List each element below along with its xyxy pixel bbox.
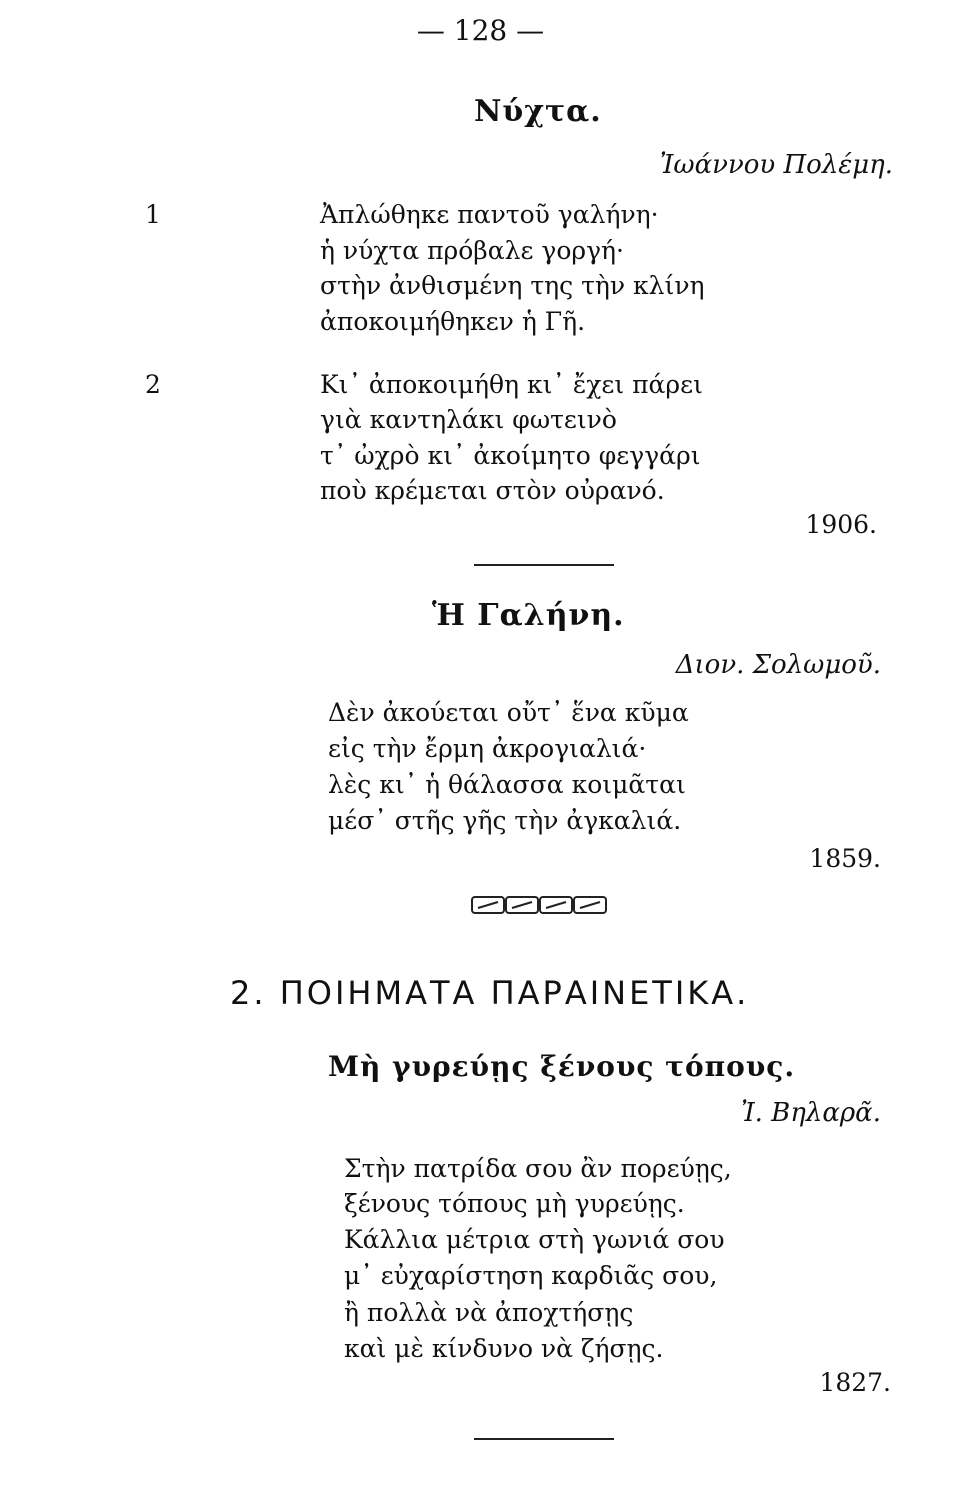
poem-line: λὲς κι᾿ ἡ θάλασσα κοιμᾶται xyxy=(328,770,686,799)
ornament-divider-icon xyxy=(470,894,610,916)
poem-author: Διον. Σολωμοῦ. xyxy=(675,650,881,680)
poem-line: στὴν ἀνθισμένη της τὴν κλίνη xyxy=(320,271,705,300)
separator-rule xyxy=(474,1438,614,1440)
stanza-number: 2 xyxy=(145,370,161,399)
poem-title: Μὴ γυρεύῃς ξένους τόπους. xyxy=(328,1050,796,1083)
poem-line: ἢ πολλὰ νὰ ἀποχτήσῃς xyxy=(344,1298,634,1327)
poem-line: Ἀπλώθηκε παντοῦ γαλήνη· xyxy=(320,200,659,229)
poem-line: Δὲν ἀκούεται οὔτ᾿ ἕνα κῦμα xyxy=(328,698,689,727)
poem-line: μέσ᾿ στῆς γῆς τὴν ἀγκαλιά. xyxy=(328,806,682,835)
poem-line: Κι᾿ ἀποκοιμήθη κι᾿ ἔχει πάρει xyxy=(320,370,703,399)
separator-rule xyxy=(474,564,614,566)
section-heading: 2. ΠΟΙΗΜΑΤΑ ΠΑΡΑΙΝΕΤΙΚΑ. xyxy=(230,974,750,1012)
poem-line: μ᾿ εὐχαρίστηση καρδιᾶς σου, xyxy=(344,1261,718,1290)
poem-year: 1827. xyxy=(819,1368,891,1397)
poem-line: ξένους τόπους μὴ γυρεύῃς. xyxy=(344,1189,685,1218)
poem-line: εἰς τὴν ἔρμη ἀκρογιαλιά· xyxy=(328,734,647,763)
page-number: — 128 — xyxy=(416,14,545,47)
poem-line: Στὴν πατρίδα σου ἂν πορεύῃς, xyxy=(344,1154,732,1183)
poem-line: ἡ νύχτα πρόβαλε γοργή· xyxy=(320,236,624,265)
poem-title: Ἡ Γαλήνη. xyxy=(432,598,625,633)
poem-year: 1906. xyxy=(805,510,877,539)
poem-title: Νύχτα. xyxy=(474,94,602,129)
poem-author: Ἰωάννου Πολέμη. xyxy=(659,150,893,180)
stanza-number: 1 xyxy=(145,200,161,229)
poem-line: ἀποκοιμήθηκεν ἡ Γῆ. xyxy=(320,307,586,336)
poem-line: Κάλλια μέτρια στὴ γωνιά σου xyxy=(344,1225,725,1254)
poem-year: 1859. xyxy=(809,844,881,873)
poem-line: γιὰ καντηλάκι φωτεινὸ xyxy=(320,405,617,434)
poem-line: καὶ μὲ κίνδυνο νὰ ζήσῃς. xyxy=(344,1334,664,1363)
poem-author: Ἰ. Βηλαρᾶ. xyxy=(741,1098,881,1128)
poem-line: ποὺ κρέμεται στὸν οὐρανό. xyxy=(320,476,665,505)
poem-line: τ᾿ ὠχρὸ κι᾿ ἀκοίμητο φεγγάρι xyxy=(320,441,701,470)
